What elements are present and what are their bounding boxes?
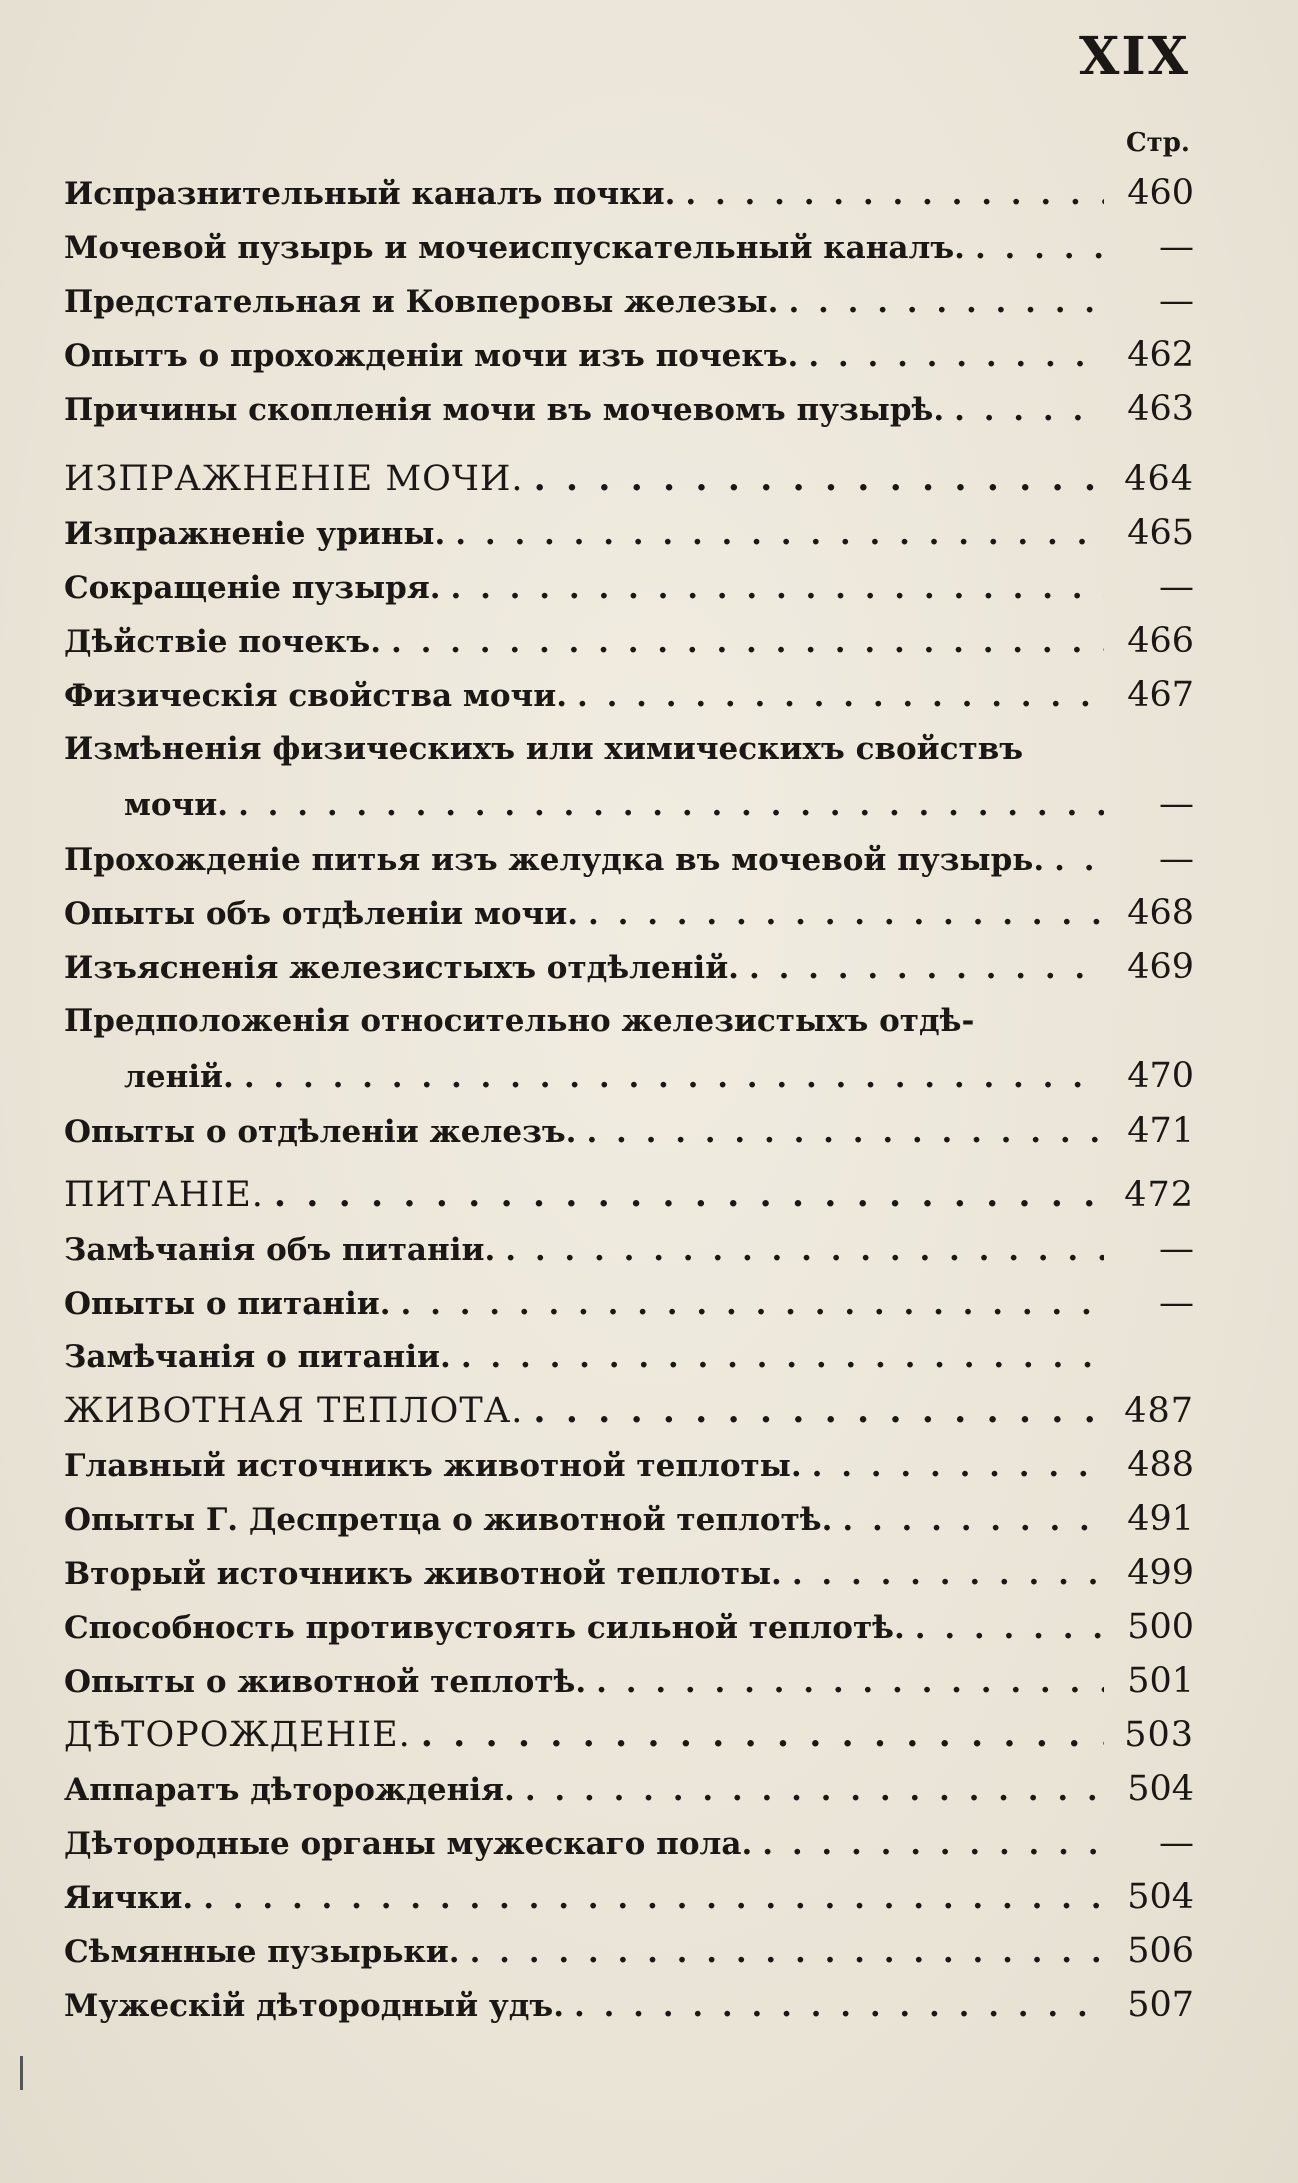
toc-entry-title: Опыты о животной теплотѣ. [64,1664,587,1700]
toc-entry [64,1276,1194,1330]
toc-entry [64,1924,1194,1978]
toc-page-number: — [1159,227,1194,267]
toc-page-number: — [1159,839,1194,879]
toc-entry [64,506,1194,560]
toc-page-number: 463 [1127,389,1194,429]
toc-entry-title: Замѣчанія объ питаніи. [64,1232,496,1268]
toc-entry [64,614,1194,668]
dot-leader [915,1601,1104,1655]
toc-entry [64,382,1194,436]
toc-entry [64,1546,1194,1600]
toc-entry [64,1762,1194,1816]
toc-entry-title: леній. [124,1059,234,1095]
toc-entry-title: ИЗПРАЖНЕНІЕ МОЧИ. [64,459,524,499]
toc-page-number: 465 [1127,513,1194,553]
margin-mark [20,2056,23,2090]
toc-entry-title: Причины скопленія мочи въ мочевомъ пузырѣ. [64,392,945,428]
toc-entry-title: Дѣтородные органы мужескаго пола. [64,1826,753,1862]
toc-entry-title: Главный источникъ животной теплоты. [64,1448,802,1484]
toc-entry [64,560,1194,614]
toc-entry-title: Яички. [64,1880,194,1916]
dot-leader [588,887,1104,941]
toc-entry [64,1048,1194,1104]
toc-entry-title: Мужескій дѣтородный удъ. [64,1988,564,2024]
page-column-label: Стр. [1125,128,1190,158]
toc-entry [64,1978,1194,2032]
toc-entry-title: Физическія свойства мочи. [64,678,567,714]
toc-entry [64,328,1194,382]
toc-page-number: 499 [1127,1553,1194,1593]
dot-leader [534,452,1104,506]
toc-entry-title: Изъясненія железистыхъ отдѣленій. [64,950,739,986]
dot-leader [812,1439,1104,1493]
toc-entry-title: Измѣненія физическихъ или химическихъ свойствъ [64,731,1024,767]
toc-page-number: 500 [1127,1607,1194,1647]
toc-entry-title: Опыты о питаніи. [64,1286,391,1322]
dot-leader [421,1708,1104,1762]
toc-entry [64,1492,1194,1546]
toc-entry-title: мочи. [124,787,229,823]
toc-page-number: 470 [1127,1056,1194,1096]
toc-page-number: 503 [1124,1715,1194,1755]
toc-entry [64,1654,1194,1708]
toc-entry-title: Опыты о отдѣленіи железъ. [64,1114,577,1150]
dot-leader [274,1168,1104,1222]
toc-entry [64,1870,1194,1924]
dot-leader [792,1547,1104,1601]
toc-page-number: 491 [1127,1499,1194,1539]
toc-entry-title: Дѣйствіе почекъ. [64,624,382,660]
dot-leader [391,615,1104,669]
toc-entry [64,1222,1194,1276]
toc-entry-title: Вторый источникъ животной теплоты. [64,1556,782,1592]
toc-page-number: 504 [1127,1877,1194,1917]
toc-entry-title: Аппаратъ дѣторожденія. [64,1772,515,1808]
toc-entry-title: Предположенія относительно железистыхъ отдѣ- [64,1003,975,1039]
dot-leader [842,1493,1104,1547]
toc-section-heading [64,1708,1194,1762]
dot-leader [470,1925,1104,1979]
dot-leader [203,1871,1104,1925]
toc-entry-title: Опытъ о прохожденіи мочи изъ почекъ. [64,338,799,374]
toc-entry-title: Опыты объ отдѣленіи мочи. [64,896,579,932]
dot-leader [577,669,1104,723]
toc-entry [64,1104,1194,1158]
dot-leader [238,777,1104,833]
toc-entry [64,832,1194,886]
toc-section-heading [64,452,1194,506]
dot-leader [762,1817,1104,1871]
toc-entry [64,1330,1194,1384]
toc-page-number: 468 [1127,893,1194,933]
dot-leader [596,1655,1104,1709]
toc-entry [64,1600,1194,1654]
toc-page-number: — [1159,1823,1194,1863]
toc-entry [64,668,1194,722]
toc-page-number: 466 [1127,621,1194,661]
toc-entry-title: Сокращеніе пузыря. [64,570,441,606]
dot-leader [586,1105,1104,1159]
toc-page-number: 488 [1127,1445,1194,1485]
dot-leader [525,1763,1104,1817]
dot-leader [749,941,1104,995]
toc-entry-title: ЖИВОТНАЯ ТЕПЛОТА. [64,1391,524,1431]
dot-leader [461,1330,1104,1384]
toc-page-number: — [1159,1283,1194,1323]
toc-entry [64,940,1194,994]
toc-page-number: 469 [1127,947,1194,987]
toc-entry-title: Испразнительный каналъ почки. [64,176,676,212]
toc-page-number: 501 [1127,1661,1194,1701]
toc-page-number: 467 [1127,675,1194,715]
toc-entry [64,220,1194,274]
toc-page-number: 462 [1127,335,1194,375]
dot-leader [533,1384,1104,1438]
toc-page-number: — [1159,1229,1194,1269]
toc-entry [64,1816,1194,1870]
toc-page-number: — [1159,281,1194,321]
toc-entry [64,166,1194,220]
dot-leader [685,167,1104,221]
toc-page-number: 471 [1127,1111,1194,1151]
dot-leader [505,1223,1104,1277]
toc-entry [64,886,1194,940]
toc-entry-title: Опыты Г. Деспретца о животной теплотѣ. [64,1502,833,1538]
dot-leader [954,383,1104,437]
toc-section-heading [64,1168,1194,1222]
toc-entry [64,274,1194,328]
toc-entry-title: ДѢТОРОЖДЕНІЕ. [64,1715,411,1755]
toc-entry-title: Замѣчанія о питаніи. [64,1339,451,1375]
dot-leader [244,1049,1104,1105]
toc-page-number: 487 [1124,1391,1194,1431]
toc-page-number: 472 [1124,1175,1194,1215]
toc-entry-title: Предстательная и Ковперовы железы. [64,284,779,320]
toc-page-number: — [1159,567,1194,607]
toc-page-number: 460 [1127,173,1194,213]
dot-leader [975,221,1104,275]
dot-leader [455,507,1104,561]
page-folio: XIX [1078,26,1190,87]
toc-entry-title: Сѣмянные пузырьки. [64,1934,460,1970]
toc-entry-title: Прохожденіе питья изъ желудка въ мочевой пузырь. [64,842,1045,878]
dot-leader [451,561,1104,615]
toc-page-number: 464 [1124,459,1194,499]
toc-entry [64,994,1194,1048]
dot-leader [401,1277,1104,1331]
toc-page-number: 507 [1127,1985,1194,2025]
dot-leader [788,275,1104,329]
table-of-contents [64,166,1194,2032]
toc-page-number: 504 [1127,1769,1194,1809]
toc-entry-title: Мочевой пузырь и мочеиспускательный каналъ. [64,230,965,266]
toc-entry-title: ПИТАНІЕ. [64,1175,264,1215]
toc-entry-title: Способность противустоять сильной теплотѣ. [64,1610,905,1646]
dot-leader [1054,833,1104,887]
toc-entry [64,776,1194,832]
toc-entry [64,1438,1194,1492]
toc-page-number: 506 [1127,1931,1194,1971]
toc-entry-title: Изпражненіе урины. [64,516,446,552]
toc-section-heading [64,1384,1194,1438]
toc-page-number: — [1159,784,1194,824]
toc-entry [64,722,1194,776]
dot-leader [574,1979,1104,2033]
dot-leader [808,329,1104,383]
